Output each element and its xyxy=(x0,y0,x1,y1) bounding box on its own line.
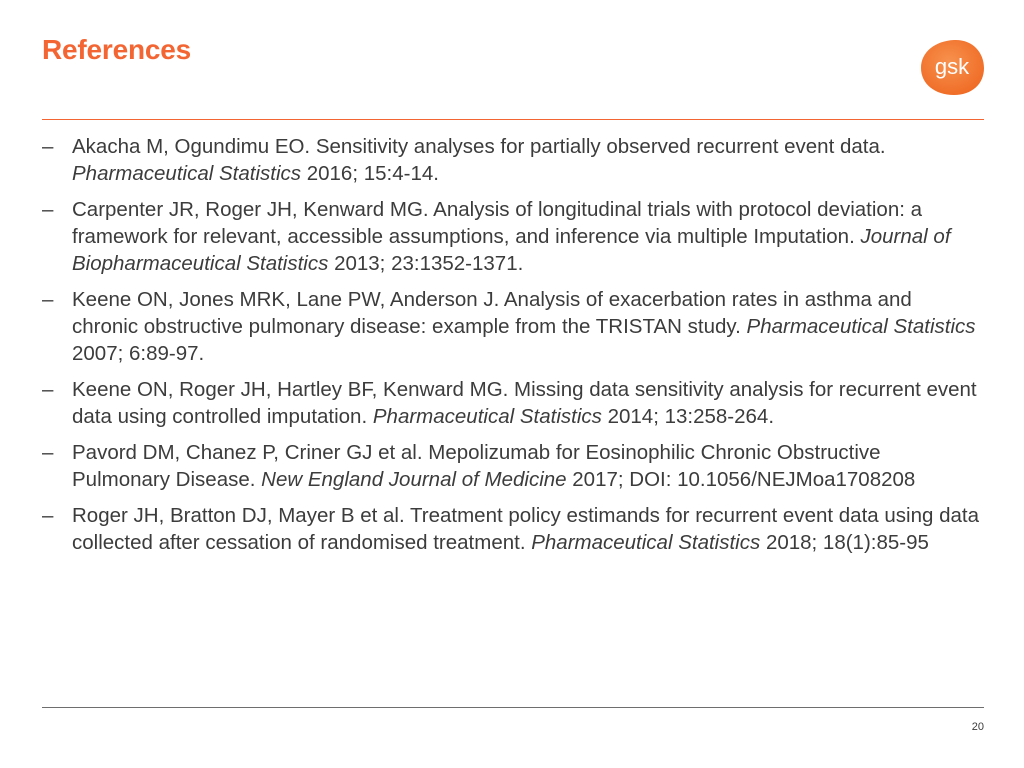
footer-divider xyxy=(42,707,984,708)
reference-citation: 2016; 15:4-14. xyxy=(306,162,439,185)
gsk-logo-icon xyxy=(918,38,986,96)
reference-authors-title: Keene ON, Roger JH, Hartley BF, Kenward MG. Missing data sensitivity analysis for recurrent event data using controlled imputation. xyxy=(72,378,977,428)
list-item xyxy=(42,133,982,187)
list-item xyxy=(42,439,982,493)
reference-journal: New England Journal of Medicine xyxy=(261,468,567,491)
reference-authors-title: Pavord DM, Chanez P, Criner GJ et al. Mepolizumab for Eosinophilic Chronic Obstructive Pulmonary Disease. xyxy=(72,441,881,491)
page-title: References xyxy=(42,34,191,65)
reference-journal: Pharmaceutical Statistics xyxy=(372,405,602,428)
dash-bullet: – xyxy=(42,198,54,221)
reference-authors-title: Roger JH, Bratton DJ, Mayer B et al. Treatment policy estimands for recurrent event data using data collected after cessation of randomised treatment. xyxy=(72,504,979,554)
dash-bullet: – xyxy=(42,441,54,464)
reference-citation: 2014; 13:258-264. xyxy=(607,405,775,428)
list-item xyxy=(42,286,982,367)
reference-list xyxy=(42,133,982,565)
reference-authors-title: Keene ON, Jones MRK, Lane PW, Anderson J. Analysis of exacerbation rates in asthma and chronic obstructive pulmonary disease: example from the TRISTAN study. xyxy=(72,288,912,338)
reference-authors-title: Akacha M, Ogundimu EO. Sensitivity analyses for partially observed recurrent event data. xyxy=(72,135,886,158)
reference-authors-title: Carpenter JR, Roger JH, Kenward MG. Analysis of longitudinal trials with protocol deviation: a framework for relevant, accessible assumptions, and inference via multiple Imputation. xyxy=(72,198,923,248)
page-number: 20 xyxy=(971,721,984,733)
dash-bullet: – xyxy=(42,378,54,401)
dash-bullet: – xyxy=(42,135,54,158)
dash-bullet: – xyxy=(42,504,54,527)
reference-citation: 2017; DOI: 10.1056/NEJMoa1708208 xyxy=(572,468,916,491)
reference-journal: Pharmaceutical Statistics xyxy=(531,531,761,554)
reference-citation: 2013; 23:1352-1371. xyxy=(334,252,524,275)
reference-citation: 2007; 6:89-97. xyxy=(72,342,205,365)
title-divider xyxy=(42,119,984,120)
gsk-logo-text: gsk xyxy=(934,54,970,79)
reference-citation: 2018; 18(1):85-95 xyxy=(765,531,929,554)
list-item xyxy=(42,376,982,430)
reference-journal: Pharmaceutical Statistics xyxy=(746,315,976,338)
list-item xyxy=(42,196,982,277)
dash-bullet: – xyxy=(42,288,54,311)
reference-journal: Journal of Biopharmaceutical Statistics xyxy=(72,225,951,275)
reference-journal: Pharmaceutical Statistics xyxy=(72,162,302,185)
list-item xyxy=(42,502,982,556)
